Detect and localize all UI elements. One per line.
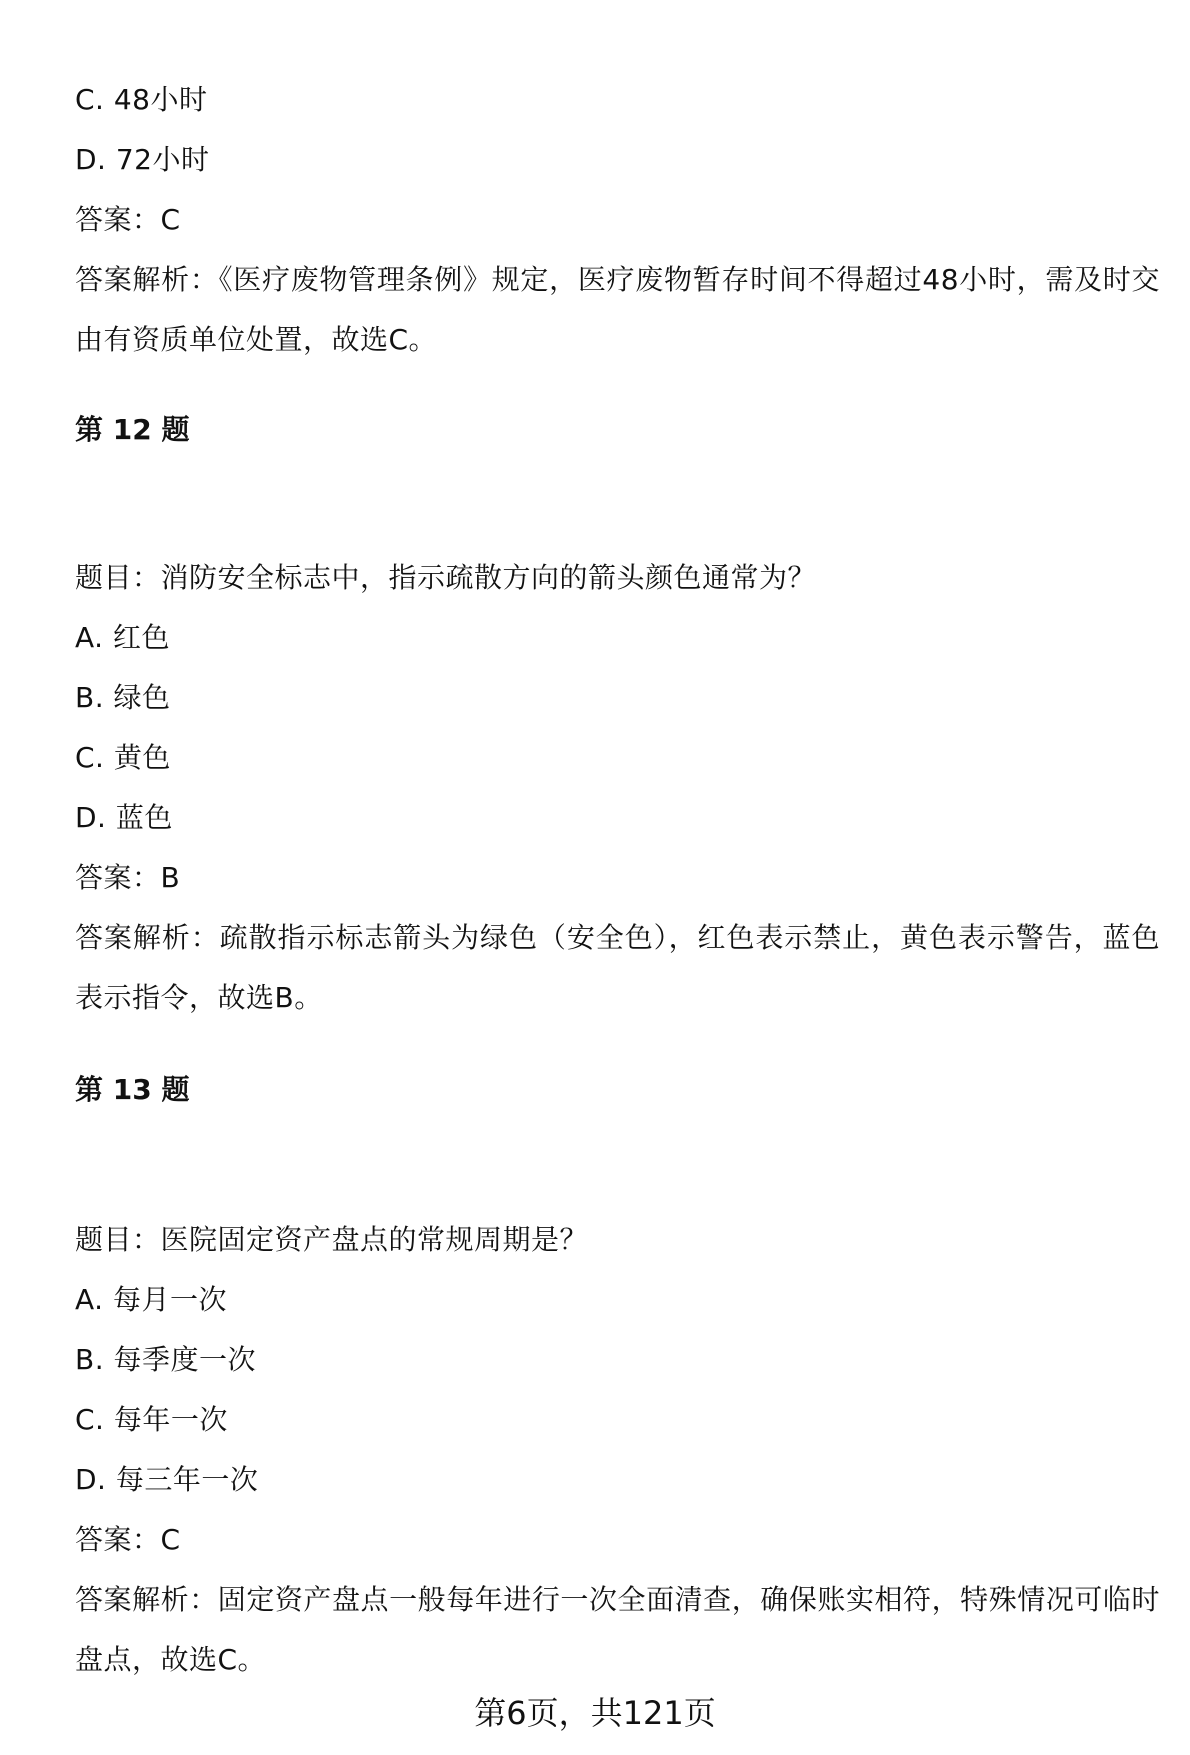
answer-explanation: 答案解析：固定资产盘点一般每年进行一次全面清查，确保账实相符，特殊情况可临时盘点，故选C。: [75, 1583, 1160, 1676]
option-d: D. 蓝色: [75, 801, 173, 834]
option-c: C. 每年一次: [75, 1403, 228, 1436]
answer: 答案：C: [75, 203, 181, 236]
question-heading: 第 13 题: [75, 1073, 190, 1106]
option-d: D. 每三年一次: [75, 1463, 259, 1496]
question-stem: 题目：医院固定资产盘点的常规周期是？: [75, 1223, 589, 1256]
answer: 答案：B: [75, 861, 181, 894]
option-c: C. 黄色: [75, 741, 171, 774]
option-b: B. 绿色: [75, 681, 171, 714]
answer: 答案：C: [75, 1523, 181, 1556]
answer-explanation: 答案解析：《医疗废物管理条例》规定，医疗废物暂存时间不得超过48小时，需及时交由有资质单位处置，故选C。: [75, 263, 1160, 356]
page-number: 第6页，共121页: [474, 1694, 716, 1732]
question-stem: 题目：消防安全标志中，指示疏散方向的箭头颜色通常为？: [75, 561, 817, 594]
option-a: A. 每月一次: [75, 1283, 227, 1316]
question-heading: 第 12 题: [75, 413, 190, 446]
option-d: D. 72小时: [75, 143, 210, 176]
option-c: C. 48小时: [75, 83, 208, 116]
option-b: B. 每季度一次: [75, 1343, 257, 1376]
option-a: A. 红色: [75, 621, 170, 654]
answer-explanation: 答案解析：疏散指示标志箭头为绿色（安全色），红色表示禁止，黄色表示警告，蓝色表示指令，故选B。: [75, 921, 1160, 1014]
